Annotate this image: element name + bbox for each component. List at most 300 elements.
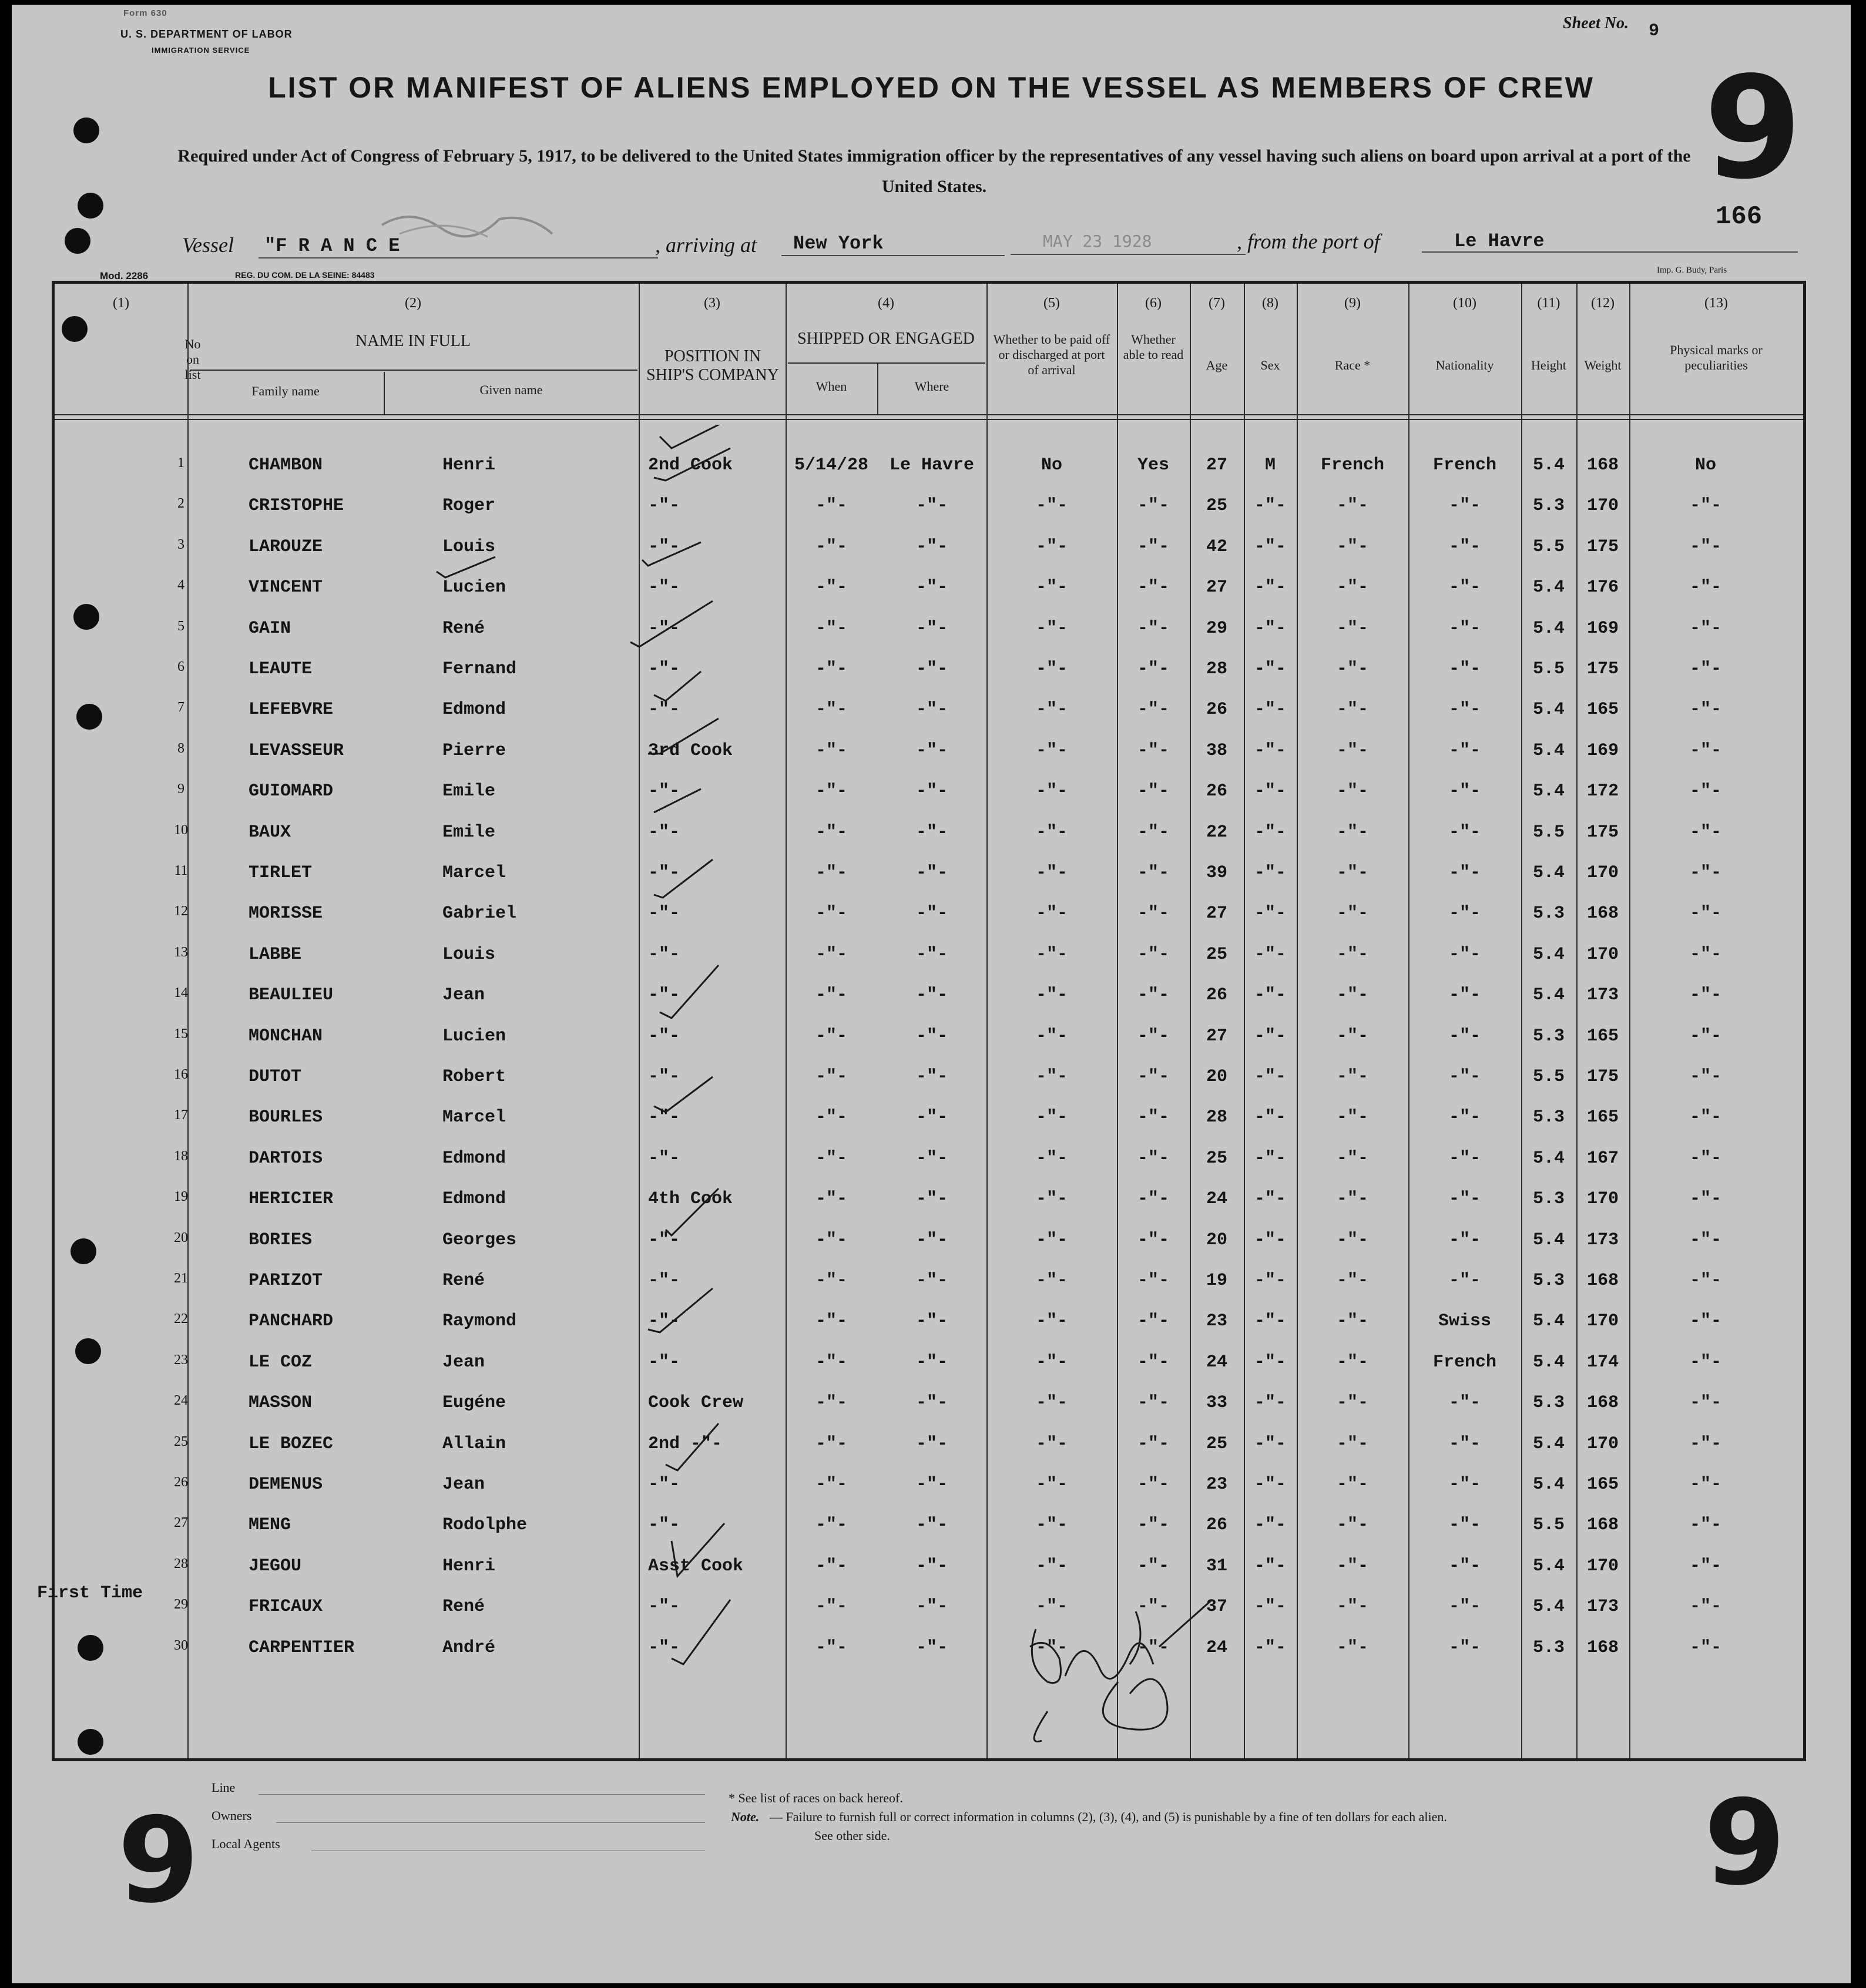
cell-race: -"- (1336, 1026, 1368, 1046)
cell-no: 5 (177, 619, 184, 634)
cell-family: GUIOMARD (249, 781, 334, 801)
cell-given: René (442, 1271, 485, 1291)
cell-race: -"- (1336, 496, 1368, 516)
cell-position: -"- (648, 863, 680, 883)
cell-given: Marcel (442, 1107, 506, 1127)
cell-weight: 170 (1586, 945, 1619, 965)
cell-read: -"- (1137, 1434, 1169, 1454)
cell-position: -"- (648, 496, 680, 516)
col-header-age: Age (1206, 358, 1228, 372)
cell-age: 27 (1206, 1026, 1227, 1046)
cell-nationality: -"- (1448, 1271, 1481, 1291)
cell-nationality: -"- (1448, 1026, 1481, 1046)
cell-family: BORIES (249, 1230, 313, 1250)
cell-where: -"- (915, 537, 948, 557)
cell-position: -"- (648, 1230, 680, 1250)
cell-race: -"- (1336, 1434, 1368, 1454)
cell-weight: 168 (1586, 1271, 1619, 1291)
cell-sex: -"- (1254, 1475, 1286, 1495)
cell-no: 8 (177, 741, 184, 756)
cell-read: -"- (1137, 1067, 1169, 1087)
cell-nationality: -"- (1448, 863, 1481, 883)
cell-age: 39 (1206, 863, 1227, 883)
cell-when: -"- (815, 496, 847, 516)
cell-where: -"- (915, 1434, 948, 1454)
cell-no: 13 (174, 945, 188, 960)
cell-family: DEMENUS (249, 1475, 323, 1495)
header-rule (55, 419, 1803, 420)
cell-nationality: -"- (1448, 741, 1481, 761)
cell-weight: 170 (1586, 1311, 1619, 1331)
cell-race: -"- (1336, 1230, 1368, 1250)
cell-position: Asst Cook (648, 1556, 744, 1576)
cell-when: -"- (815, 700, 847, 720)
cell-sex: -"- (1254, 1311, 1286, 1331)
cell-weight: 168 (1586, 1515, 1619, 1535)
cell-sex: -"- (1254, 741, 1286, 761)
punch-hole (78, 193, 103, 219)
cell-weight: 168 (1586, 1393, 1619, 1413)
cell-nationality: -"- (1448, 1393, 1481, 1413)
cell-where: -"- (915, 1597, 948, 1617)
cell-when: -"- (815, 1638, 847, 1658)
checkmark (431, 554, 501, 589)
cell-no: 25 (174, 1434, 188, 1449)
cell-paid: -"- (1035, 1026, 1068, 1046)
arrival-port: New York (793, 233, 884, 254)
cell-where: -"- (915, 577, 948, 597)
cell-age: 20 (1206, 1067, 1227, 1087)
cell-nationality: -"- (1448, 1515, 1481, 1535)
cell-read: -"- (1137, 1352, 1169, 1372)
cell-marks: -"- (1689, 1230, 1721, 1250)
cell-position: -"- (648, 1515, 680, 1535)
cell-position: -"- (648, 1597, 680, 1617)
cell-when: -"- (815, 1311, 847, 1331)
cell-sex: -"- (1254, 659, 1286, 679)
cell-given: Louis (442, 537, 496, 557)
col-number: (3) (704, 295, 720, 311)
cell-where: -"- (915, 1556, 948, 1576)
cell-given: René (442, 619, 485, 639)
cell-height: 5.4 (1532, 741, 1565, 761)
cell-where: -"- (915, 496, 948, 516)
cell-paid: No (1041, 455, 1062, 475)
cell-age: 42 (1206, 537, 1227, 557)
cell-no: 23 (174, 1352, 188, 1368)
cell-position: -"- (648, 1067, 680, 1087)
cell-family: BEAULIEU (249, 985, 334, 1005)
cell-given: René (442, 1597, 485, 1617)
big-sheet-number-top: 9 (1704, 46, 1802, 210)
cell-race: -"- (1336, 1556, 1368, 1576)
cell-read: -"- (1137, 537, 1169, 557)
cell-read: -"- (1137, 945, 1169, 965)
cell-weight: 173 (1586, 1230, 1619, 1250)
cell-height: 5.3 (1532, 1107, 1565, 1127)
cell-position: -"- (648, 985, 680, 1005)
cell-where: -"- (915, 1107, 948, 1127)
col-header-read: Whether able to read (1123, 332, 1184, 362)
col-number: (13) (1704, 295, 1728, 311)
cell-weight: 169 (1586, 741, 1619, 761)
cell-age: 27 (1206, 455, 1227, 475)
page-subtitle: Required under Act of Congress of February 5, 1917, to be delivered to the United States immigration officer by the representatives of any vessel having such aliens on board upon arrival at a port of the United States. (177, 146, 1691, 196)
cell-when: -"- (815, 1067, 847, 1087)
cell-nationality: -"- (1448, 577, 1481, 597)
cell-race: -"- (1336, 700, 1368, 720)
cell-position: -"- (648, 577, 680, 597)
cell-height: 5.4 (1532, 945, 1565, 965)
cell-family: GAIN (249, 619, 291, 639)
cell-when: -"- (815, 1026, 847, 1046)
cell-when: -"- (815, 904, 847, 924)
cell-given: Raymond (442, 1311, 517, 1331)
cell-family: LAROUZE (249, 537, 323, 557)
cell-when: -"- (815, 822, 847, 842)
cell-given: Roger (442, 496, 496, 516)
cell-paid: -"- (1035, 1475, 1068, 1495)
vessel-label: Vessel (182, 233, 234, 257)
cell-nationality: Swiss (1438, 1311, 1491, 1331)
owners-label: Owners (212, 1808, 252, 1823)
cell-height: 5.4 (1532, 1434, 1565, 1454)
cell-paid: -"- (1035, 985, 1068, 1005)
cell-marks: -"- (1689, 781, 1721, 801)
col-number: (4) (878, 295, 894, 311)
shipped-subhead-rule (788, 362, 985, 364)
cell-race: -"- (1336, 1189, 1368, 1209)
cell-position: -"- (648, 781, 680, 801)
cell-age: 20 (1206, 1230, 1227, 1250)
cell-weight: 165 (1586, 1475, 1619, 1495)
cell-paid: -"- (1035, 1107, 1068, 1127)
page-number: 166 (1716, 202, 1763, 231)
cell-marks: -"- (1689, 863, 1721, 883)
cell-paid: -"- (1035, 619, 1068, 639)
cell-sex: -"- (1254, 1230, 1286, 1250)
cell-given: Rodolphe (442, 1515, 528, 1535)
cell-no: 26 (174, 1475, 188, 1490)
cell-read: -"- (1137, 1230, 1169, 1250)
punch-hole (73, 117, 99, 143)
cell-weight: 170 (1586, 496, 1619, 516)
cell-where: -"- (915, 822, 948, 842)
col-number: (2) (405, 295, 421, 311)
cell-when: -"- (815, 781, 847, 801)
cell-marks: -"- (1689, 577, 1721, 597)
cell-read: -"- (1137, 1515, 1169, 1535)
registry-number: REG. DU COM. DE LA SEINE: 84483 (235, 270, 375, 280)
cell-height: 5.3 (1532, 904, 1565, 924)
cell-when: -"- (815, 1393, 847, 1413)
cell-weight: 175 (1586, 822, 1619, 842)
cell-no: 4 (177, 577, 184, 593)
cell-no: 11 (174, 863, 188, 878)
cell-where: -"- (915, 1638, 948, 1658)
cell-given: Fernand (442, 659, 517, 679)
cell-height: 5.3 (1532, 1271, 1565, 1291)
cell-race: -"- (1336, 904, 1368, 924)
cell-when: -"- (815, 1475, 847, 1495)
cell-sex: -"- (1254, 1149, 1286, 1168)
cell-position: 2nd -"- (648, 1434, 723, 1454)
cell-weight: 175 (1586, 659, 1619, 679)
cell-nationality: -"- (1448, 985, 1481, 1005)
cell-sex: -"- (1254, 904, 1286, 924)
cell-family: MASSON (249, 1393, 313, 1413)
cell-marks: -"- (1689, 496, 1721, 516)
cell-sex: -"- (1254, 1352, 1286, 1372)
big-sheet-number-right: 9 (1704, 1775, 1786, 1912)
cell-read: -"- (1137, 700, 1169, 720)
cell-nationality: -"- (1448, 659, 1481, 679)
cell-age: 31 (1206, 1556, 1227, 1576)
departure-port: Le Havre (1454, 230, 1545, 252)
cell-weight: 170 (1586, 1434, 1619, 1454)
cell-race: -"- (1336, 1311, 1368, 1331)
cell-marks: -"- (1689, 822, 1721, 842)
race-footnote: * See list of races on back hereof. (729, 1791, 903, 1805)
cell-when: -"- (815, 1107, 847, 1127)
cell-race: -"- (1336, 741, 1368, 761)
cell-race: -"- (1336, 985, 1368, 1005)
cell-age: 23 (1206, 1311, 1227, 1331)
cell-age: 25 (1206, 945, 1227, 965)
cell-nationality: -"- (1448, 822, 1481, 842)
cell-age: 28 (1206, 1107, 1227, 1127)
col-header-where: Where (914, 379, 949, 394)
cell-where: -"- (915, 1026, 948, 1046)
col-header-position: POSITION IN SHIP'S COMPANY (646, 347, 779, 384)
cell-no: 28 (174, 1556, 188, 1571)
cell-read: -"- (1137, 659, 1169, 679)
cell-read: -"- (1137, 863, 1169, 883)
cell-height: 5.3 (1532, 1026, 1565, 1046)
cell-age: 22 (1206, 822, 1227, 842)
cell-read: -"- (1137, 619, 1169, 639)
cell-given: Jean (442, 1352, 485, 1372)
cell-weight: 170 (1586, 1189, 1619, 1209)
cell-age: 19 (1206, 1271, 1227, 1291)
col-header-name: NAME IN FULL (355, 332, 471, 350)
cell-given: Edmond (442, 700, 506, 720)
cell-race: -"- (1336, 1638, 1368, 1658)
vessel-name: "F R A N C E (264, 235, 400, 257)
cell-where: -"- (915, 781, 948, 801)
cell-weight: 172 (1586, 781, 1619, 801)
cell-height: 5.4 (1532, 1311, 1565, 1331)
cell-marks: -"- (1689, 1434, 1721, 1454)
cell-weight: 165 (1586, 1026, 1619, 1046)
col-number: (5) (1043, 295, 1060, 311)
cell-given: Henri (442, 455, 496, 475)
cell-given: Robert (442, 1067, 506, 1087)
cell-family: DARTOIS (249, 1149, 323, 1168)
model-number: Mod. 2286 (100, 270, 149, 281)
cell-race: -"- (1336, 1107, 1368, 1127)
cell-weight: 165 (1586, 700, 1619, 720)
cell-where: -"- (915, 741, 948, 761)
cell-age: 28 (1206, 659, 1227, 679)
cell-nationality: -"- (1448, 1597, 1481, 1617)
cell-height: 5.5 (1532, 1067, 1565, 1087)
cell-position: -"- (648, 1475, 680, 1495)
cell-when: -"- (815, 1352, 847, 1372)
cell-read: -"- (1137, 1597, 1169, 1617)
service-label: IMMIGRATION SERVICE (152, 46, 250, 55)
cell-where: -"- (915, 1149, 948, 1168)
col-header-physical-marks: Physical marks or peculiarities (1670, 342, 1763, 372)
col-number: (7) (1209, 295, 1225, 311)
cell-age: 27 (1206, 577, 1227, 597)
local-agents-label: Local Agents (212, 1836, 280, 1851)
cell-given: Lucien (442, 577, 506, 597)
cell-family: LE COZ (249, 1352, 313, 1372)
cell-no: 19 (174, 1189, 188, 1204)
cell-no: 7 (177, 700, 184, 715)
cell-nationality: -"- (1448, 1434, 1481, 1454)
department-label: U. S. DEPARTMENT OF LABOR (120, 28, 293, 40)
cell-nationality: -"- (1448, 700, 1481, 720)
manifest-sheet (12, 5, 1851, 1983)
cell-race: -"- (1336, 945, 1368, 965)
cell-weight: 168 (1586, 904, 1619, 924)
cell-nationality: -"- (1448, 537, 1481, 557)
cell-position: Cook Crew (648, 1393, 744, 1413)
cell-sex: -"- (1254, 1026, 1286, 1046)
cell-read: -"- (1137, 741, 1169, 761)
cell-read: -"- (1137, 985, 1169, 1005)
cell-age: 23 (1206, 1475, 1227, 1495)
cell-age: 24 (1206, 1638, 1227, 1658)
cell-family: MONCHAN (249, 1026, 323, 1046)
cell-given: Edmond (442, 1189, 506, 1209)
cell-read: -"- (1137, 1189, 1169, 1209)
cell-given: Henri (442, 1556, 496, 1576)
cell-read: -"- (1137, 1107, 1169, 1127)
cell-where: -"- (915, 700, 948, 720)
cell-weight: 170 (1586, 1556, 1619, 1576)
cell-paid: -"- (1035, 781, 1068, 801)
inspector-signature (1012, 1594, 1236, 1747)
cell-weight: 169 (1586, 619, 1619, 639)
date-underline (1011, 254, 1246, 255)
cell-height: 5.4 (1532, 577, 1565, 597)
cell-race: -"- (1336, 619, 1368, 639)
cell-marks: -"- (1689, 1311, 1721, 1331)
note-label: Note. (731, 1809, 760, 1824)
cell-family: LABBE (249, 945, 302, 965)
cell-height: 5.4 (1532, 1556, 1565, 1576)
cell-race: -"- (1336, 577, 1368, 597)
cell-sex: -"- (1254, 1189, 1286, 1209)
col-header-nationality: Nationality (1435, 358, 1494, 372)
col-header-family-name: Family name (251, 384, 320, 398)
cell-where: -"- (915, 1230, 948, 1250)
cell-height: 5.4 (1532, 1475, 1565, 1495)
cell-sex: -"- (1254, 1393, 1286, 1413)
cell-where: -"- (915, 945, 948, 965)
cell-height: 5.5 (1532, 537, 1565, 557)
cell-height: 5.4 (1532, 1352, 1565, 1372)
cell-read: -"- (1137, 1311, 1169, 1331)
cell-read: -"- (1137, 1271, 1169, 1291)
cell-marks: -"- (1689, 1597, 1721, 1617)
cell-nationality: -"- (1448, 496, 1481, 516)
cell-where: -"- (915, 1475, 948, 1495)
cell-position: -"- (648, 945, 680, 965)
cell-position: -"- (648, 1107, 680, 1127)
cell-position: -"- (648, 659, 680, 679)
cell-family: HERICIER (249, 1189, 334, 1209)
cell-age: 26 (1206, 985, 1227, 1005)
cell-given: Allain (442, 1434, 506, 1454)
cell-weight: 173 (1586, 985, 1619, 1005)
cell-paid: -"- (1035, 577, 1068, 597)
cell-family: LEAUTE (249, 659, 313, 679)
cell-paid: -"- (1035, 700, 1068, 720)
cell-given: Pierre (442, 741, 506, 761)
cell-race: -"- (1336, 537, 1368, 557)
cell-race: French (1320, 455, 1385, 475)
cell-nationality: -"- (1448, 945, 1481, 965)
cell-marks: -"- (1689, 985, 1721, 1005)
cell-given: Emile (442, 822, 496, 842)
cell-paid: -"- (1035, 1230, 1068, 1250)
cell-age: 38 (1206, 741, 1227, 761)
cell-race: -"- (1336, 1149, 1368, 1168)
cell-family: JEGOU (249, 1556, 302, 1576)
col-header-height: Height (1531, 358, 1566, 372)
from-port-label: , from the port of (1237, 230, 1380, 253)
cell-paid: -"- (1035, 1393, 1068, 1413)
cell-paid: -"- (1035, 1271, 1068, 1291)
cell-sex: -"- (1254, 781, 1286, 801)
cell-read: -"- (1137, 822, 1169, 842)
cell-where: -"- (915, 904, 948, 924)
cell-read: -"- (1137, 1475, 1169, 1495)
cell-weight: 167 (1586, 1149, 1619, 1168)
cell-nationality: -"- (1448, 904, 1481, 924)
cell-given: Eugéne (442, 1393, 506, 1413)
cell-where: -"- (915, 659, 948, 679)
cell-no: 14 (174, 985, 188, 1000)
col-number: (1) (113, 295, 129, 311)
cell-sex: -"- (1254, 1434, 1286, 1454)
cell-sex: -"- (1254, 1107, 1286, 1127)
cell-age: 25 (1206, 496, 1227, 516)
cell-marks: -"- (1689, 1149, 1721, 1168)
cell-where: Le Havre (889, 455, 975, 475)
col-number: (8) (1262, 295, 1278, 311)
cell-nationality: -"- (1448, 781, 1481, 801)
printer-credit: Imp. G. Budy, Paris (1657, 266, 1727, 275)
cell-read: -"- (1137, 1026, 1169, 1046)
cell-marks: -"- (1689, 1352, 1721, 1372)
sheet-number: 9 (1649, 21, 1660, 41)
cell-sex: M (1264, 455, 1276, 475)
cell-where: -"- (915, 1189, 948, 1209)
cell-family: VINCENT (249, 577, 323, 597)
cell-marks: -"- (1689, 1638, 1721, 1658)
col-number: (6) (1145, 295, 1162, 311)
cell-given: Jean (442, 985, 485, 1005)
cell-when: -"- (815, 537, 847, 557)
cell-family: CHAMBON (249, 455, 323, 475)
cell-paid: -"- (1035, 1556, 1068, 1576)
cell-where: -"- (915, 1352, 948, 1372)
